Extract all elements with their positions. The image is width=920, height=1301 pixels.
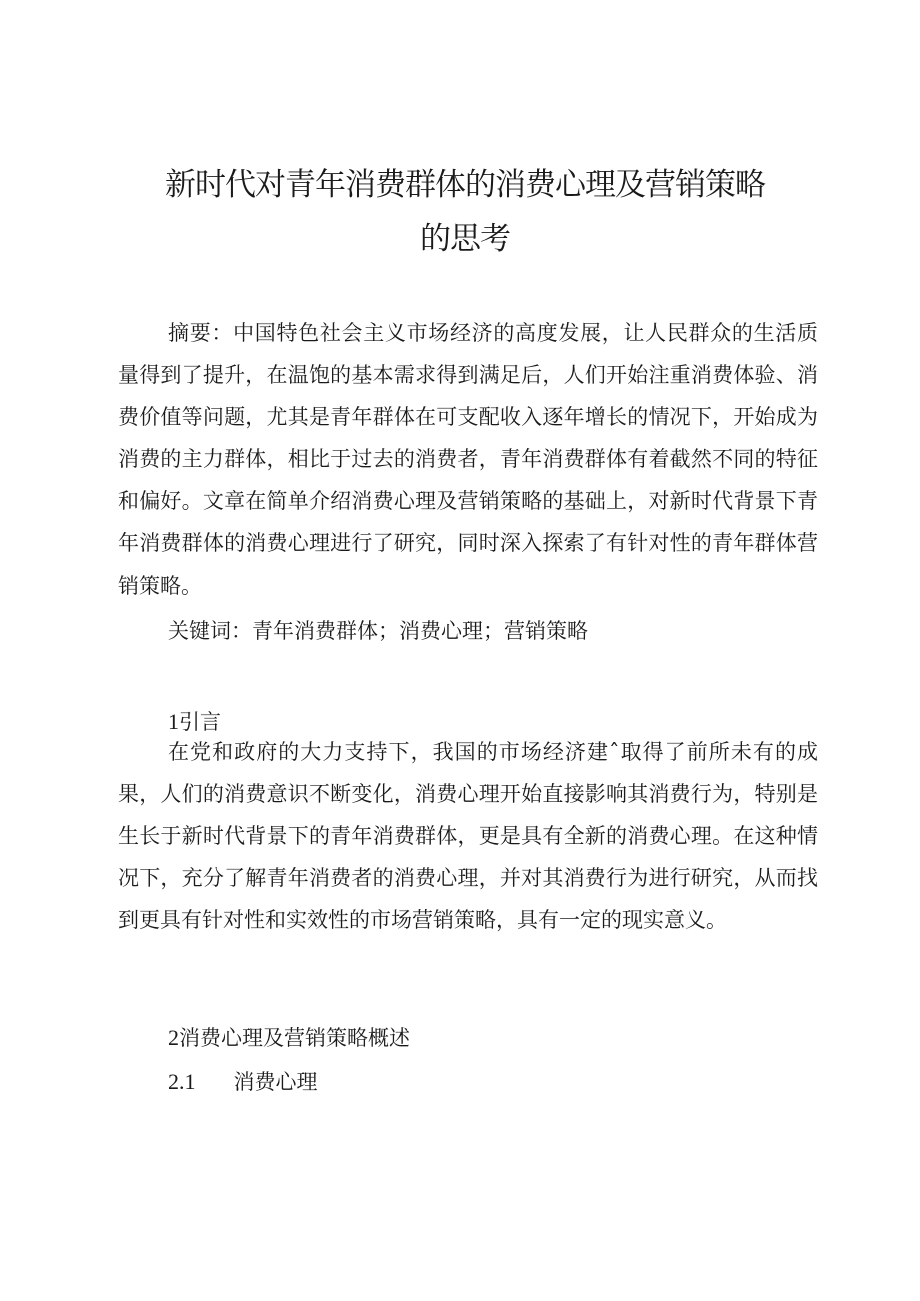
document-title-line1: 新时代对青年消费群体的消费心理及营销策略 bbox=[165, 167, 765, 203]
document-title-line2: 的思考 bbox=[420, 221, 510, 257]
section-1-body: 在党和政府的大力支持下，我国的市场经济建ˆ取得了前所未有的成果，人们的消费意识不断变化，消费心理开始直接影响其消费行为，特别是生长于新时代背景下的青年消费群体，更是具有全新的消费心理。在这种情况下，充分了解青年消费者的消费心理，并对其消费行为进行研究，从而找到更具有针对性和实效性的市场营销策略，具有一定的现实意义。 bbox=[118, 740, 818, 933]
section-2-number: 2 bbox=[168, 1025, 179, 1050]
section-2-heading bbox=[168, 1017, 410, 1059]
abstract-paragraph: 摘要：中国特色社会主义市场经济的高度发展，让人民群众的生活质量得到了提升，在温饱的基本需求得到满足后，人们开始注重消费体验、消费价值等问题，尤其是青年群体在可支配收入逐年增长的情况下，开始成为消费的主力群体，相比于过去的消费者，青年消费群体有着截然不同的特征和偏好。文章在简单介绍消费心理及营销策略的基础上，对新时代背景下青年消费群体的消费心理进行了研究，同时深入探索了有针对性的青年群体营销策略。 bbox=[118, 321, 818, 598]
keywords-line: 关键词：青年消费群体；消费心理；营销策略 bbox=[168, 619, 588, 643]
section-2-1-number: 2.1 bbox=[168, 1069, 196, 1094]
section-1-title: 引言 bbox=[179, 710, 221, 734]
section-2-title: 消费心理及营销策略概述 bbox=[179, 1026, 410, 1050]
section-1-number: 1 bbox=[168, 709, 179, 734]
section-2-1-title: 消费心理 bbox=[233, 1070, 318, 1094]
section-2-1-heading bbox=[168, 1061, 318, 1103]
